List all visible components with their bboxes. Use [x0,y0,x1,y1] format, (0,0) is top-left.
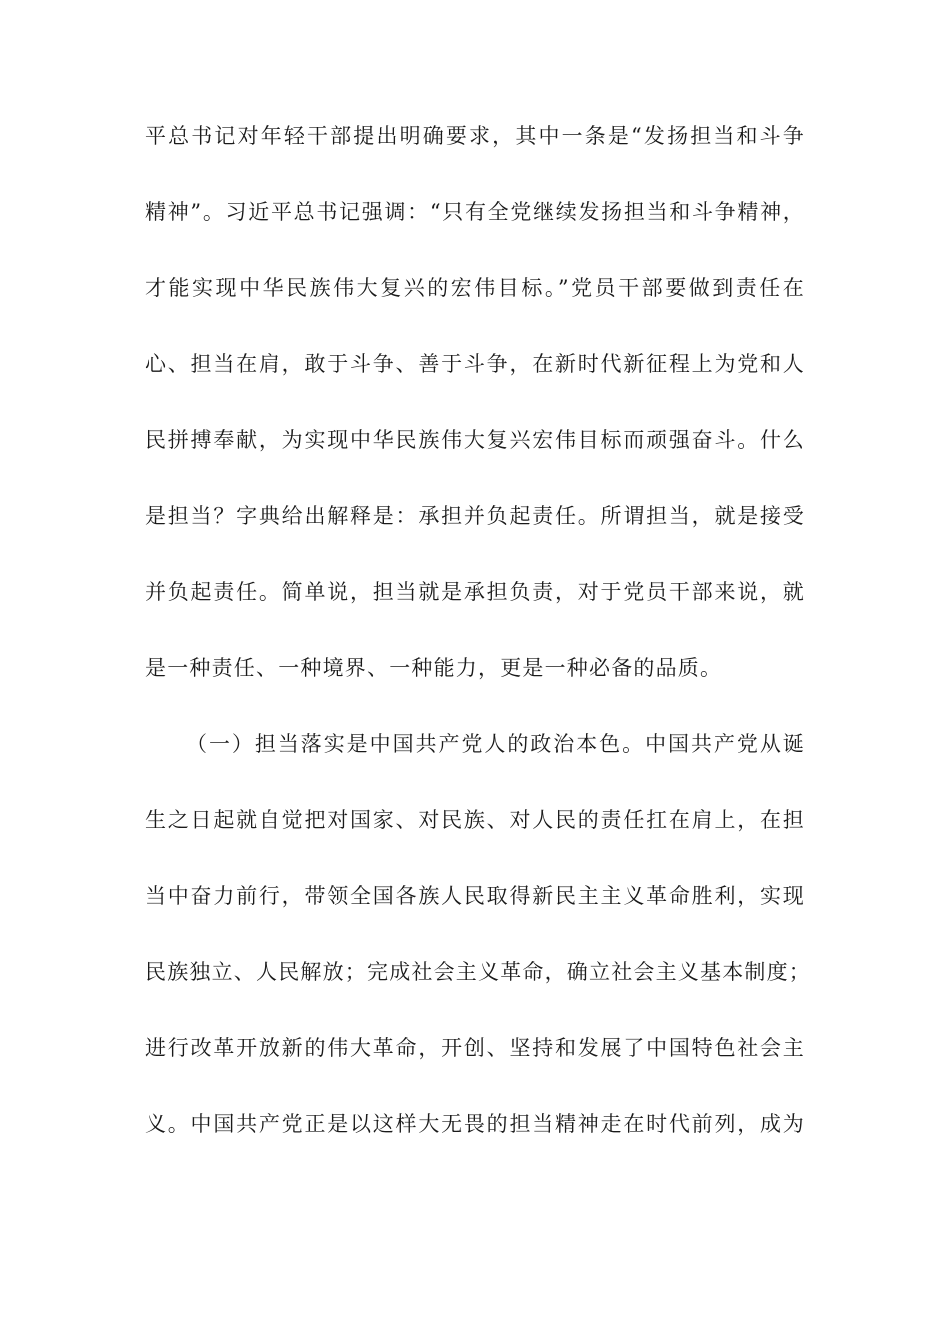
paragraph-line: 民拼搏奉献，为实现中华民族伟大复兴宏伟目标而顽强奋斗。什么 [145,428,805,452]
paragraph-line: 义。中国共产党正是以这样大无畏的担当精神走在时代前列，成为 [145,1112,805,1136]
paragraph-line: 才能实现中华民族伟大复兴的宏伟目标。”党员干部要做到责任在 [145,276,805,300]
paragraph-line: 心、担当在肩，敢于斗争、善于斗争，在新时代新征程上为党和人 [145,352,805,376]
paragraph-line: 生之日起就自觉把对国家、对民族、对人民的责任扛在肩上，在担 [145,808,805,832]
paragraph-line: 当中奋力前行，带领全国各族人民取得新民主主义革命胜利，实现 [145,884,805,908]
paragraph-line: 并负起责任。简单说，担当就是承担负责，对于党员干部来说，就 [145,580,805,604]
paragraph-line: 平总书记对年轻干部提出明确要求，其中一条是“发扬担当和斗争 [145,124,805,148]
paragraph-line: 民族独立、人民解放；完成社会主义革命，确立社会主义基本制度； [145,960,811,984]
paragraph-line: （一）担当落实是中国共产党人的政治本色。中国共产党从诞 [186,732,805,756]
paragraph-line: 进行改革开放新的伟大革命，开创、坚持和发展了中国特色社会主 [145,1036,805,1060]
paragraph-line: 精神”。习近平总书记强调：“只有全党继续发扬担当和斗争精神， [145,200,805,224]
paragraph-line: 是担当？字典给出解释是：承担并负起责任。所谓担当，就是接受 [145,504,805,528]
paragraph-line: 是一种责任、一种境界、一种能力，更是一种必备的品质。 [145,656,723,680]
